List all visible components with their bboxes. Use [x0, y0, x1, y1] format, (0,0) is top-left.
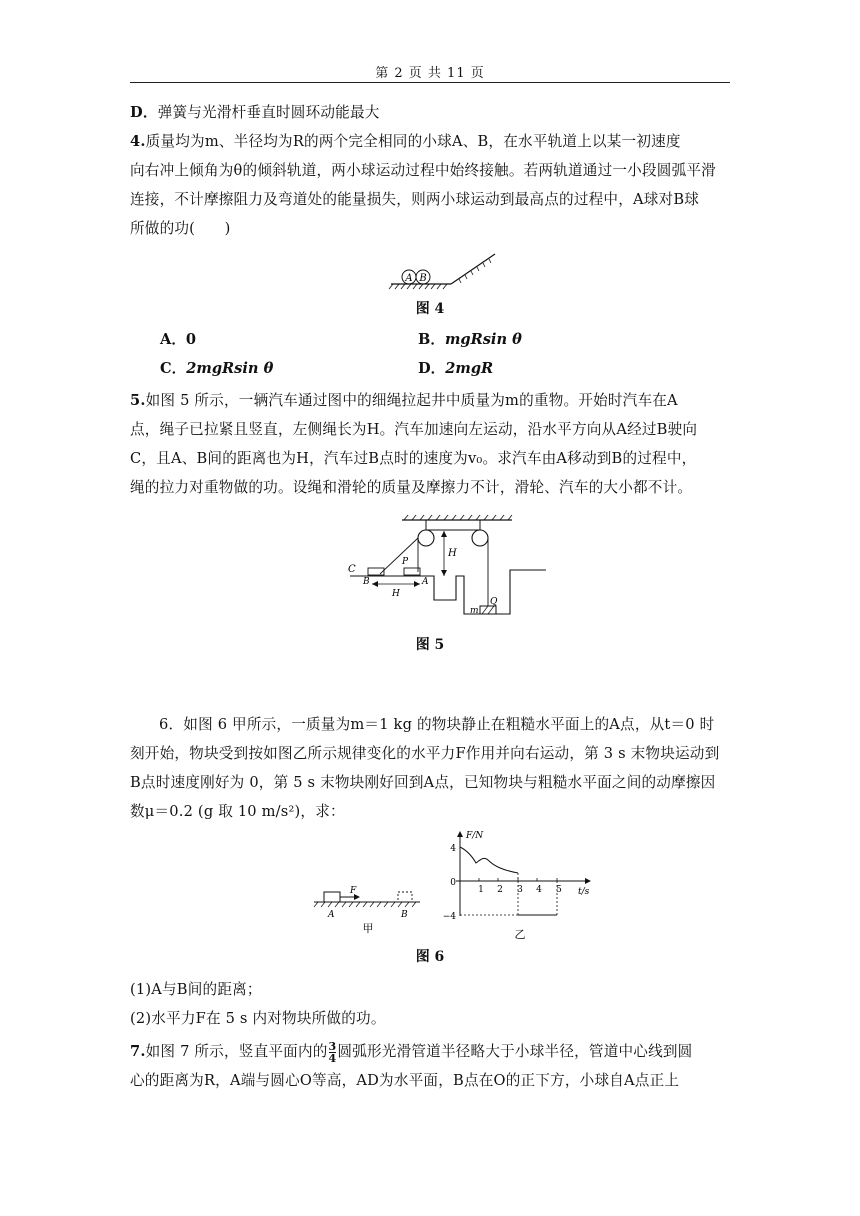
q5-line-2: 点，绳子已拉紧且竖直，左侧绳长为H。汽车加速向左运动，沿水平方向从A经过B驶向 — [130, 421, 698, 438]
q7-line-1-post: 圆弧形光滑管道半径略大于小球半径，管道中心线到圆 — [337, 1043, 693, 1060]
q7-line-2: 心的距离为R，A端与圆心O等高，AD为水平面，B点在O的正下方，小球自A点正上 — [130, 1072, 680, 1089]
option-text: 弹簧与光滑杆垂直时圆环动能最大 — [157, 104, 380, 121]
q4-option-b — [418, 328, 522, 349]
option-label: C． — [160, 360, 187, 377]
figure-5-caption: 图 5 — [415, 637, 445, 653]
y-tick-4: 4 — [450, 844, 456, 854]
fraction — [329, 1041, 337, 1064]
question-number: 4. — [130, 133, 146, 150]
fraction-denominator: 4 — [328, 1051, 337, 1065]
x-tick-5: 5 — [556, 885, 562, 895]
label-a: A — [422, 577, 429, 587]
figure-6-caption: 图 6 — [415, 949, 445, 965]
label-p: P — [402, 557, 409, 567]
q4-line-1-text: 质量均为m、半径均为R的两个完全相同的小球A、B，在水平轨道上以某一初速度 — [145, 133, 681, 150]
ball-b-label: B — [419, 273, 427, 284]
q4-line-2: 向右冲上倾角为θ的倾斜轨道，两小球运动过程中始终接触。若两轨道通过一小段圆弧平滑 — [130, 162, 716, 179]
option-label: A． — [160, 331, 186, 348]
q4-text — [130, 127, 730, 243]
y-tick-0: 0 — [450, 878, 456, 888]
label-b: B — [363, 577, 370, 587]
q6-line-4: 数μ＝0.2 (g 取 10 m/s²)，求： — [130, 803, 345, 820]
option-label: B． — [418, 331, 445, 348]
q6-line-3: B点时速度刚好为 0，第 5 s 末物块刚好回到A点，已知物块与粗糙水平面之间的动摩擦因 — [130, 774, 716, 791]
question-number: 6． — [159, 716, 184, 733]
y-axis-label: F/N — [466, 831, 484, 841]
label-c: C — [348, 564, 356, 575]
label-h-horizontal: H — [392, 589, 400, 599]
q6-line-1-text: 如图 6 甲所示，一质量为m＝1 kg 的物块静止在粗糙水平面上的A点，从t＝0 时 — [183, 716, 715, 733]
x-tick-3: 3 — [517, 885, 523, 895]
q7-text — [130, 1037, 730, 1095]
q4-option-c — [160, 357, 273, 378]
q5-line-3: C，且A、B间的距离也为H，汽车过B点时的速度为v₀。求汽车由A移动到B的过程中， — [130, 450, 697, 467]
figure-4 — [385, 248, 515, 294]
ball-a-label: A — [405, 273, 413, 284]
label-q: Q — [490, 597, 498, 607]
option-text: 0 — [185, 331, 197, 348]
sub-figure-b-label: 乙 — [514, 928, 526, 941]
question-number: 5. — [130, 392, 146, 409]
label-f: F — [350, 886, 357, 896]
y-tick-neg4: −4 — [442, 912, 456, 922]
label-b: B — [401, 910, 408, 920]
option-label: D． — [130, 104, 158, 121]
q5-line-1 — [130, 386, 730, 415]
q7-line-1 — [130, 1037, 730, 1066]
x-tick-2: 2 — [497, 885, 503, 895]
sub-figure-a-label: 甲 — [362, 922, 374, 935]
option-text: mgRsin θ — [444, 331, 522, 348]
x-tick-1: 1 — [478, 885, 484, 895]
fraction-numerator: 3 — [328, 1039, 337, 1053]
q7-line-1-pre: 如图 7 所示，竖直平面内的 — [145, 1043, 328, 1060]
q4-line-4: 所做的功( ) — [130, 220, 231, 237]
q6-text — [130, 710, 730, 826]
q4-line-1 — [130, 127, 730, 156]
label-h-vertical: H — [448, 548, 457, 559]
figure-5 — [340, 512, 550, 624]
x-axis-label: t/s — [578, 887, 590, 897]
q5-text — [130, 386, 730, 502]
question-number: 7. — [130, 1043, 146, 1060]
figure-6-a — [310, 882, 430, 938]
option-text: 2mgRsin θ — [186, 360, 274, 377]
option-text: 2mgR — [445, 360, 494, 377]
x-tick-4: 4 — [536, 885, 542, 895]
label-m: m — [470, 606, 479, 616]
q5-line-4: 绳的拉力对重物做的功。设绳和滑轮的质量及摩擦力不计，滑轮、汽车的大小都不计。 — [130, 479, 693, 496]
q3-option-d — [130, 98, 730, 127]
option-label: D． — [418, 360, 446, 377]
label-a: A — [328, 910, 335, 920]
q6-part-2: (2)水平力F在 5 s 内对物块所做的功。 — [130, 1010, 386, 1027]
q6-line-2: 刻开始，物块受到按如图乙所示规律变化的水平力F作用并向右运动，第 3 s 末物块运动到 — [130, 745, 720, 762]
q5-line-1-text: 如图 5 所示，一辆汽车通过图中的细绳拉起井中质量为m的重物。开始时汽车在A — [145, 392, 678, 409]
header-rule — [130, 82, 730, 83]
figure-6-b — [442, 826, 602, 942]
q6-part-1: (1)A与B间的距离； — [130, 981, 262, 998]
q4-option-d — [418, 357, 493, 378]
q6-line-1 — [130, 710, 730, 739]
q4-line-3: 连接，不计摩擦阻力及弯道处的能量损失，则两小球运动到最高点的过程中，A球对B球 — [130, 191, 700, 208]
figure-4-caption: 图 4 — [415, 301, 445, 317]
q4-option-a — [160, 328, 196, 349]
page-header: 第 2 页 共 11 页 — [375, 66, 485, 81]
